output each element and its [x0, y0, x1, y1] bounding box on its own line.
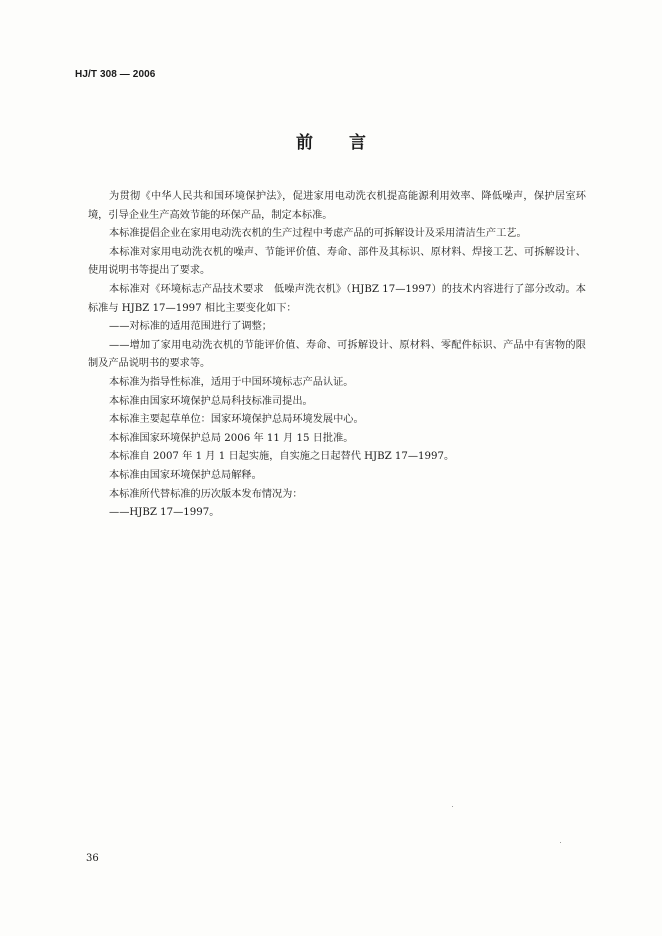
- paragraph-history-item: ——HJBZ 17—1997。: [109, 507, 220, 519]
- paragraph-clean-production: 本标准提倡企业在家用电动洗衣机的生产过程中考虑产品的可拆解设计及采用清洁生产工艺。: [109, 228, 527, 240]
- paragraph-change-scope: ——对标准的适用范围进行了调整；: [109, 321, 272, 333]
- foreword-body: [88, 188, 586, 523]
- scan-speck: [452, 806, 453, 807]
- standard-code-header: HJ/T 308 — 2006: [75, 69, 156, 80]
- paragraph-history-intro: 本标准所代替标准的历次版本发布情况为：: [109, 488, 303, 500]
- paragraph-guidance: 本标准为指导性标准，适用于中国环境标志产品认证。: [109, 376, 354, 388]
- paragraph-interpretation: 本标准由国家环境保护总局解释。: [109, 469, 262, 481]
- paragraph-purpose: 为贯彻《中华人民共和国环境保护法》，促进家用电动洗衣机提高能源利用效率、降低噪声，保护居室环境，引导企业生产高效节能的环保产品，制定本标准。: [88, 191, 586, 221]
- paragraph-proposer: 本标准由国家环境保护总局科技标准司提出。: [109, 395, 313, 407]
- section-title: [0, 128, 662, 153]
- title-char-2: 言: [349, 133, 366, 153]
- paragraph-change-additions: ——增加了家用电动洗衣机的节能评价值、寿命、可拆解设计、原材料、零配件标识、产品中有害物的限制及产品说明书的要求等。: [88, 339, 586, 370]
- paragraph-revision: 本标准对《环境标志产品技术要求 低噪声洗衣机》（HJBZ 17—1997）的技术内容进行了部分改动。本标准与 HJBZ 17—1997 相比主要变化如下：: [88, 283, 586, 314]
- paragraph-requirements: 本标准对家用电动洗衣机的噪声、节能评价值、寿命、部件及其标识、原材料、焊接工艺、可拆解设计、使用说明书等提出了要求。: [88, 246, 586, 277]
- scan-speck: [560, 842, 561, 843]
- title-char-1: 前: [296, 133, 313, 153]
- paragraph-approval: 本标准国家环境保护总局 2006 年 11 月 15 日批准。: [109, 432, 354, 444]
- page-number: 36: [86, 853, 99, 864]
- paragraph-drafter: 本标准主要起草单位：国家环境保护总局环境发展中心。: [109, 414, 364, 426]
- paragraph-effective-date: 本标准自 2007 年 1 月 1 日起实施，自实施之日起替代 HJBZ 17—1997。: [109, 451, 455, 463]
